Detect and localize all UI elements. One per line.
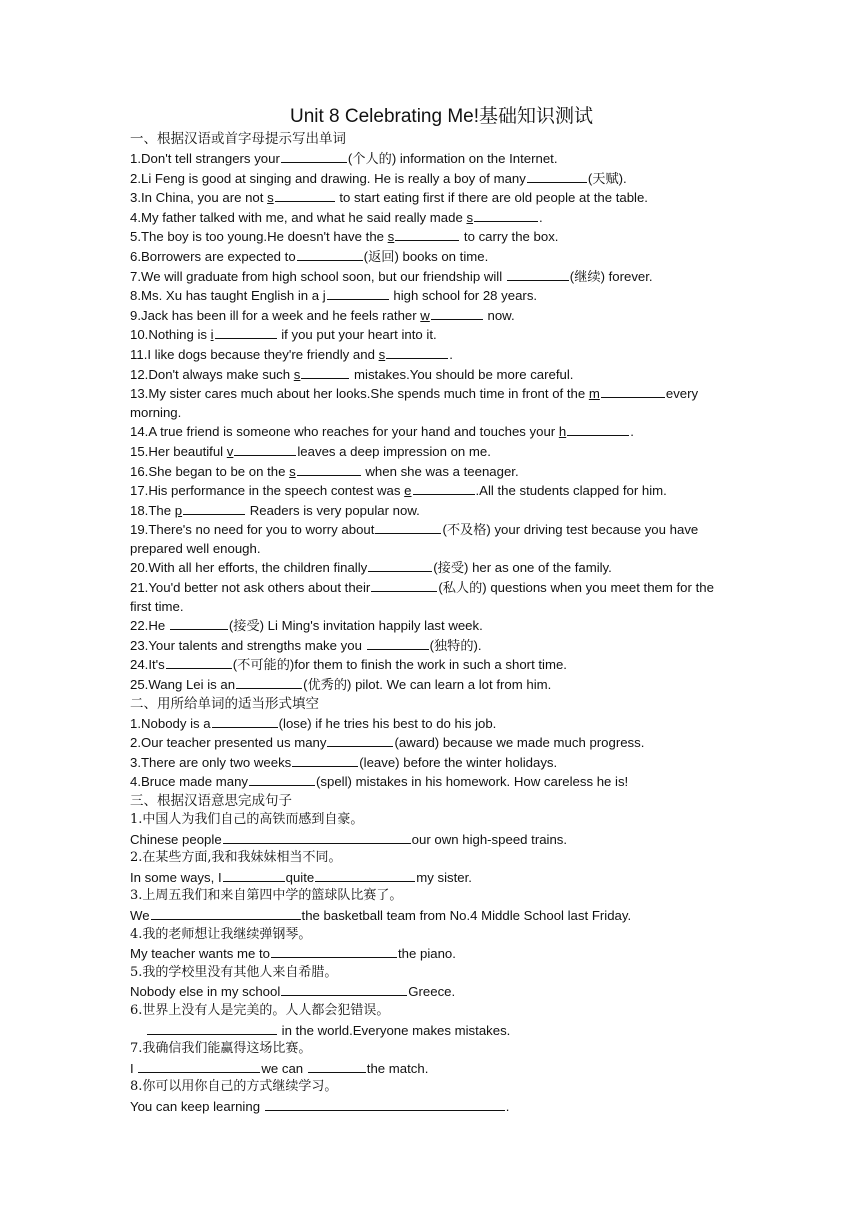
question-text: (不可能的)for them to finish the work in such a short time. — [232, 657, 567, 673]
question-item — [130, 616, 735, 636]
question-text: to start eating first if there are old people at the table. — [335, 190, 648, 206]
answer-blank[interactable] — [327, 733, 393, 747]
question-text: 17.His performance in the speech contest was — [130, 483, 405, 499]
question-item — [130, 520, 735, 558]
question-text: (leave) before the winter holidays. — [359, 754, 558, 770]
answer-blank[interactable] — [147, 1021, 277, 1035]
question-item — [130, 384, 735, 422]
initial-letter-hint: j — [322, 288, 326, 304]
answer-blank[interactable] — [327, 286, 389, 300]
answer-blank[interactable] — [223, 830, 411, 844]
question-item — [130, 306, 735, 326]
question-text: every morning. — [130, 386, 699, 420]
question-text: (不及格) your driving test because you have prepared well enough. — [130, 522, 699, 556]
english-sentence — [130, 868, 735, 888]
sentence-text: Chinese people — [130, 831, 222, 847]
question-text: to carry the box. — [460, 229, 559, 245]
question-text: (award) because we made much progress. — [394, 735, 645, 751]
question-text: (返回) books on time. — [363, 248, 489, 264]
question-text: (lose) if he tries his best to do his job. — [278, 715, 497, 731]
answer-blank[interactable] — [507, 267, 569, 281]
question-text: leaves a deep impression on me. — [297, 443, 491, 459]
question-item — [130, 325, 735, 345]
answer-blank[interactable] — [170, 616, 228, 630]
chinese-prompt: 7.我确信我们能赢得这场比赛。 — [130, 1041, 312, 1057]
sentence-text: We — [130, 907, 150, 923]
sentence-text: My teacher wants me to — [130, 946, 270, 962]
answer-blank[interactable] — [315, 868, 415, 882]
sentence-text: in the world.Everyone makes mistakes. — [278, 1022, 511, 1038]
question-item — [130, 578, 735, 616]
initial-letter-hint: w — [420, 307, 430, 323]
answer-blank[interactable] — [527, 169, 587, 183]
question-item — [130, 169, 735, 189]
question-text: when she was a teenager. — [361, 463, 519, 479]
answer-blank[interactable] — [212, 714, 278, 728]
question-text: mistakes.You should be more careful. — [350, 366, 574, 382]
sentence-text: the basketball team from No.4 Middle School last Friday. — [301, 907, 632, 923]
section-3-questions — [130, 811, 735, 1117]
sentence-text: Greece. — [408, 984, 456, 1000]
answer-blank[interactable] — [281, 149, 347, 163]
question-item — [130, 772, 735, 792]
english-sentence — [130, 982, 735, 1002]
question-text: . — [630, 424, 634, 440]
question-text: 10.Nothing is — [130, 327, 211, 343]
initial-letter-hint: s — [289, 463, 296, 479]
question-item — [130, 558, 735, 578]
question-text: (独特的). — [429, 637, 482, 653]
question-text: (接受) her as one of the family. — [433, 560, 612, 576]
answer-blank[interactable] — [395, 227, 459, 241]
question-item — [130, 481, 735, 501]
sentence-text: You can keep learning — [130, 1098, 264, 1114]
answer-blank[interactable] — [166, 655, 232, 669]
question-item — [130, 422, 735, 442]
sentence-text: our own high-speed trains. — [411, 831, 568, 847]
question-text: (天赋). — [587, 170, 627, 186]
answer-blank[interactable] — [292, 753, 358, 767]
question-item — [130, 208, 735, 228]
sentence-text: quite — [285, 869, 315, 885]
question-item — [130, 247, 735, 267]
question-text: . — [449, 346, 453, 362]
initial-letter-hint: v — [226, 443, 234, 459]
initial-letter-hint: s — [293, 366, 301, 382]
initial-letter-hint: s — [466, 209, 474, 225]
question-text: (接受) Li Ming's invitation happily last week. — [228, 618, 483, 634]
question-text: if you put your heart into it. — [277, 327, 437, 343]
sentence-text: the match. — [366, 1060, 429, 1076]
english-sentence — [130, 1059, 735, 1079]
question-item — [130, 149, 735, 169]
english-sentence — [130, 1021, 735, 1041]
question-text: 1.Don't tell strangers your — [130, 151, 280, 166]
answer-blank[interactable] — [215, 325, 277, 339]
question-text: 12.Don't always make such — [130, 366, 294, 382]
question-text: 4.Bruce made many — [130, 774, 249, 790]
sentence-text: . — [505, 1098, 510, 1114]
chinese-prompt: 4.我的老师想让我继续弹钢琴。 — [130, 926, 312, 942]
question-text: 6.Borrowers are expected to — [130, 248, 296, 264]
question-item — [130, 188, 735, 208]
answer-blank[interactable] — [297, 247, 363, 261]
question-text: now. — [483, 307, 515, 323]
question-text: 14.A true friend is someone who reaches for your hand and touches your — [130, 424, 559, 440]
section-1-heading: 一、根据汉语或首字母提示写出单词 — [130, 131, 346, 147]
answer-blank[interactable] — [138, 1059, 260, 1073]
question-text: (个人的) information on the Internet. — [347, 151, 558, 166]
initial-letter-hint: m — [588, 386, 600, 402]
answer-blank[interactable] — [281, 982, 407, 996]
question-text: 19.There's no need for you to worry about — [130, 522, 375, 538]
question-text: 18.The — [130, 502, 175, 518]
question-item — [130, 267, 735, 287]
question-text: 24.It's — [130, 657, 165, 673]
question-text: 9.Jack has been ill for a week and he feels rather — [130, 307, 421, 323]
question-text: 7.We will graduate from high school soon, but our friendship will — [130, 268, 506, 284]
question-text: Readers is very popular now. — [246, 502, 420, 518]
question-text: (继续) forever. — [569, 268, 653, 284]
question-text: 22.He — [130, 618, 169, 634]
chinese-prompt: 3.上周五我们和来自第四中学的篮球队比赛了。 — [130, 888, 403, 904]
chinese-prompt: 1.中国人为我们自己的高铁而感到自豪。 — [130, 812, 364, 827]
chinese-prompt: 2.在某些方面,我和我妹妹相当不同。 — [130, 850, 342, 866]
question-text: 8.Ms. Xu has taught English in a — [130, 288, 323, 304]
question-text: 15.Her beautiful — [130, 443, 227, 459]
answer-blank[interactable] — [375, 520, 441, 534]
question-text: 25.Wang Lei is an — [130, 677, 236, 693]
answer-blank[interactable] — [236, 675, 302, 689]
question-text: 13.My sister cares much about her looks.She spends much time in front of the — [130, 386, 589, 402]
answer-blank[interactable] — [371, 578, 437, 592]
question-item — [130, 636, 735, 656]
question-text: 5.The boy is too young.He doesn't have the — [130, 229, 388, 245]
question-text: 2.Our teacher presented us many — [130, 735, 327, 751]
answer-blank[interactable] — [474, 208, 538, 222]
answer-blank[interactable] — [368, 558, 432, 572]
chinese-prompt: 5.我的学校里没有其他人来自希腊。 — [130, 964, 338, 980]
question-item — [130, 714, 735, 734]
question-item — [130, 675, 735, 695]
question-text: .All the students clapped for him. — [475, 483, 667, 499]
english-sentence — [130, 906, 735, 926]
question-text: (spell) mistakes in his homework. How careless he is! — [316, 774, 629, 790]
question-item — [130, 462, 735, 482]
initial-letter-hint: i — [210, 327, 214, 343]
initial-letter-hint: s — [378, 346, 386, 362]
question-text: 4.My father talked with me, and what he said really made — [130, 209, 467, 225]
answer-blank[interactable] — [413, 481, 475, 495]
answer-blank[interactable] — [367, 636, 429, 650]
question-text: 2.Li Feng is good at singing and drawing. He is really a boy of many — [130, 170, 526, 186]
sentence-text: I — [130, 1060, 138, 1076]
answer-blank[interactable] — [234, 442, 296, 456]
answer-blank[interactable] — [297, 462, 361, 476]
question-text: 1.Nobody is a — [130, 715, 211, 731]
question-item — [130, 753, 735, 773]
initial-letter-hint: s — [387, 229, 395, 245]
page-title: Unit 8 Celebrating Me!基础知识测试 — [289, 106, 594, 127]
english-sentence — [130, 830, 735, 850]
worksheet — [130, 104, 735, 1117]
initial-letter-hint: p — [174, 502, 183, 518]
question-text: 11.I like dogs because they're friendly and — [130, 346, 379, 362]
answer-blank[interactable] — [431, 306, 483, 320]
question-text: 20.With all her efforts, the children finally — [130, 560, 368, 576]
question-text: (优秀的) pilot. We can learn a lot from him. — [303, 677, 552, 693]
section-3-heading: 三、根据汉语意思完成句子 — [130, 793, 292, 809]
answer-blank[interactable] — [275, 188, 335, 202]
answer-blank[interactable] — [308, 1059, 366, 1073]
answer-blank[interactable] — [386, 345, 448, 359]
section-1-questions — [130, 149, 735, 695]
answer-blank[interactable] — [601, 384, 665, 398]
chinese-prompt: 6.世界上没有人是完美的。人人都会犯错误。 — [130, 1002, 390, 1018]
question-text: 3.There are only two weeks — [130, 754, 292, 770]
sentence-text: In some ways, I — [130, 869, 222, 885]
english-sentence — [130, 1097, 735, 1117]
english-sentence — [130, 944, 735, 964]
question-text: 16.She began to be on the — [130, 463, 290, 479]
answer-blank[interactable] — [567, 422, 629, 436]
section-2-questions — [130, 714, 735, 792]
answer-blank[interactable] — [183, 501, 245, 515]
question-text: high school for 28 years. — [389, 288, 538, 304]
answer-blank[interactable] — [271, 944, 397, 958]
initial-letter-hint: e — [404, 483, 412, 499]
question-item — [130, 365, 735, 385]
question-item — [130, 655, 735, 675]
answer-blank[interactable] — [249, 772, 315, 786]
question-item — [130, 501, 735, 521]
question-item — [130, 227, 735, 247]
question-text: 3.In China, you are not — [130, 190, 268, 206]
sentence-text: the piano. — [398, 946, 456, 962]
question-text: (私人的) questions when you meet them for the first time. — [130, 580, 714, 614]
question-item — [130, 345, 735, 365]
section-2-heading: 二、用所给单词的适当形式填空 — [130, 695, 319, 712]
answer-blank[interactable] — [265, 1097, 505, 1111]
answer-blank[interactable] — [223, 868, 285, 882]
question-text: 23.Your talents and strengths make you — [130, 637, 366, 653]
initial-letter-hint: s — [267, 190, 274, 206]
question-item — [130, 442, 735, 462]
question-text: 21.You'd better not ask others about their — [130, 580, 371, 596]
initial-letter-hint: h — [558, 424, 567, 440]
sentence-text: my sister. — [416, 869, 472, 885]
question-item — [130, 286, 735, 306]
chinese-prompt: 8.你可以用你自己的方式继续学习。 — [130, 1079, 338, 1095]
answer-blank[interactable] — [301, 365, 349, 379]
question-item — [130, 733, 735, 753]
question-text: . — [539, 209, 543, 225]
sentence-text: we can — [261, 1060, 307, 1076]
sentence-text: Nobody else in my school — [130, 984, 281, 1000]
answer-blank[interactable] — [151, 906, 301, 920]
